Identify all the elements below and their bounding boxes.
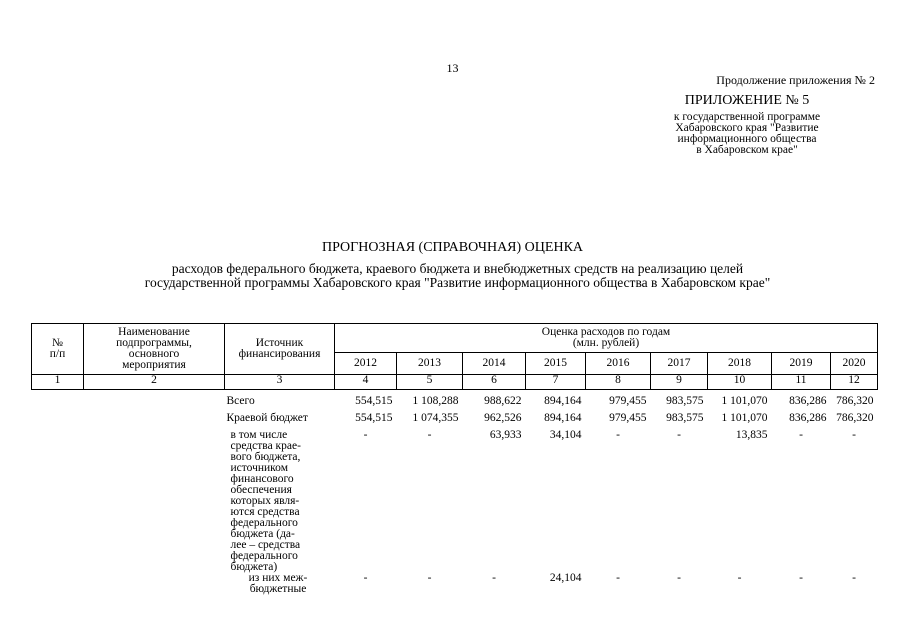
header-source-line: Источник	[255, 337, 304, 349]
value-cell: 786,320	[836, 412, 874, 424]
value-cell: -	[677, 572, 681, 584]
source-line: средства крае-	[230, 440, 301, 452]
source-line: в том числе	[230, 429, 288, 441]
column-index: 7	[526, 375, 586, 390]
value-cell: -	[677, 429, 681, 441]
value-cell: 836,286	[789, 412, 827, 424]
value-cell: 894,164	[544, 395, 582, 407]
document-subtitle	[100, 262, 815, 290]
source-cell	[225, 430, 335, 573]
empty-cell	[84, 573, 225, 595]
header-num-line: п/п	[49, 348, 66, 360]
source-cell	[225, 573, 335, 595]
page-number: 13	[446, 61, 459, 75]
value-cell: 554,515	[355, 395, 393, 407]
empty-cell	[32, 430, 84, 573]
document-title: ПРОГНОЗНАЯ (СПРАВОЧНАЯ) ОЦЕНКА	[321, 240, 584, 255]
source-line: источником	[230, 462, 288, 474]
value-cell: 1 101,070	[721, 395, 768, 407]
header-name-line: подпрограммы,	[116, 337, 192, 349]
header-num-line: №	[52, 337, 63, 349]
value-cell: -	[799, 429, 803, 441]
source-line: из них меж-	[248, 572, 308, 584]
source-line: ются средства	[230, 506, 300, 518]
header-source-line: финансирования	[238, 348, 321, 360]
source-line: обеспечения	[230, 484, 292, 496]
continuation-note: Продолжение приложения № 2	[716, 73, 875, 87]
column-index: 1	[32, 375, 84, 390]
year-cell: 2017	[651, 353, 708, 375]
appendix-title: ПРИЛОЖЕНИЕ № 5	[684, 93, 810, 108]
source-line: лее – средства	[230, 539, 301, 551]
value-cell: 983,575	[666, 395, 704, 407]
value-cell: 1 074,355	[412, 412, 459, 424]
column-index-row	[32, 375, 878, 390]
source-cell: Краевой бюджет	[226, 412, 308, 424]
table-row	[32, 430, 878, 573]
value-cell: -	[363, 572, 368, 584]
source-line: бюджетные	[249, 583, 307, 595]
value-cell: 836,286	[789, 395, 827, 407]
value-cell: -	[616, 572, 620, 584]
table-row	[32, 396, 878, 413]
empty-cell	[84, 396, 225, 413]
value-cell: 979,455	[609, 395, 647, 407]
year-cell: 2016	[586, 353, 651, 375]
year-cell: 2014	[463, 353, 526, 375]
value-cell: -	[852, 572, 856, 584]
value-cell: 63,933	[489, 429, 522, 441]
value-cell: 34,104	[549, 429, 582, 441]
table-row	[32, 573, 878, 595]
table-row	[32, 413, 878, 430]
appendix-subtitle-line: к государственной программе	[673, 111, 821, 123]
header-estimate-line: (млн. рублей)	[572, 337, 640, 349]
source-line: федерального	[230, 550, 298, 562]
header-name-line: мероприятия	[122, 359, 186, 371]
value-cell: -	[427, 572, 432, 584]
value-cell: 983,575	[666, 412, 704, 424]
value-cell: 962,526	[484, 412, 522, 424]
value-cell: 988,622	[484, 395, 522, 407]
column-index: 11	[772, 375, 831, 390]
column-index: 9	[651, 375, 708, 390]
appendix-subtitle	[637, 112, 857, 156]
document-subtitle-line: государственной программы Хабаровского края "Развитие информационного общества в Хабаровском крае"	[144, 275, 771, 290]
value-cell: -	[852, 429, 856, 441]
value-cell: 1 108,288	[412, 395, 459, 407]
empty-cell	[32, 413, 84, 430]
empty-cell	[84, 430, 225, 573]
source-cell: Всего	[226, 395, 255, 407]
column-index: 5	[397, 375, 463, 390]
column-index: 8	[586, 375, 651, 390]
source-line: вого бюджета,	[230, 451, 301, 463]
year-cell: 2013	[397, 353, 463, 375]
budget-table	[31, 323, 878, 595]
column-index: 2	[84, 375, 225, 390]
source-line: которых явля-	[230, 495, 300, 507]
header-name-line: Наименование	[118, 326, 190, 338]
year-cell: 2015	[526, 353, 586, 375]
empty-cell	[84, 413, 225, 430]
source-line: бюджета (да-	[230, 528, 295, 540]
source-line: финансового	[230, 473, 294, 485]
column-index: 3	[225, 375, 335, 390]
header-name-line: основного	[128, 348, 180, 360]
year-cell: 2020	[831, 353, 878, 375]
source-line: бюджета)	[230, 561, 278, 573]
header-name	[84, 324, 225, 375]
appendix-subtitle-line: информационного общества	[677, 133, 817, 145]
value-cell: -	[492, 572, 496, 584]
document-subtitle-line: расходов федерального бюджета, краевого бюджета и внебюджетных средств на реализацию целей	[171, 261, 744, 276]
value-cell: -	[737, 572, 742, 584]
source-line: федерального	[230, 517, 298, 529]
value-cell: 979,455	[609, 412, 647, 424]
column-index: 12	[831, 375, 878, 390]
empty-cell	[32, 573, 84, 595]
header-estimate	[335, 324, 878, 353]
column-index: 10	[708, 375, 772, 390]
header-num	[32, 324, 84, 375]
value-cell: -	[427, 429, 432, 441]
column-index: 4	[335, 375, 397, 390]
year-cell: 2012	[335, 353, 397, 375]
value-cell: 894,164	[544, 412, 582, 424]
year-cell: 2018	[708, 353, 772, 375]
value-cell: -	[363, 429, 368, 441]
empty-cell	[32, 396, 84, 413]
header-source	[225, 324, 335, 375]
value-cell: 24,104	[549, 572, 582, 584]
column-index: 6	[463, 375, 526, 390]
value-cell: 554,515	[355, 412, 393, 424]
header-estimate-line: Оценка расходов по годам	[541, 326, 671, 338]
value-cell: 13,835	[735, 429, 768, 441]
appendix-subtitle-line: в Хабаровском крае"	[696, 144, 798, 156]
value-cell: -	[799, 572, 803, 584]
appendix-subtitle-line: Хабаровского края "Развитие	[675, 122, 819, 134]
value-cell: -	[616, 429, 620, 441]
value-cell: 786,320	[836, 395, 874, 407]
value-cell: 1 101,070	[721, 412, 768, 424]
year-cell: 2019	[772, 353, 831, 375]
